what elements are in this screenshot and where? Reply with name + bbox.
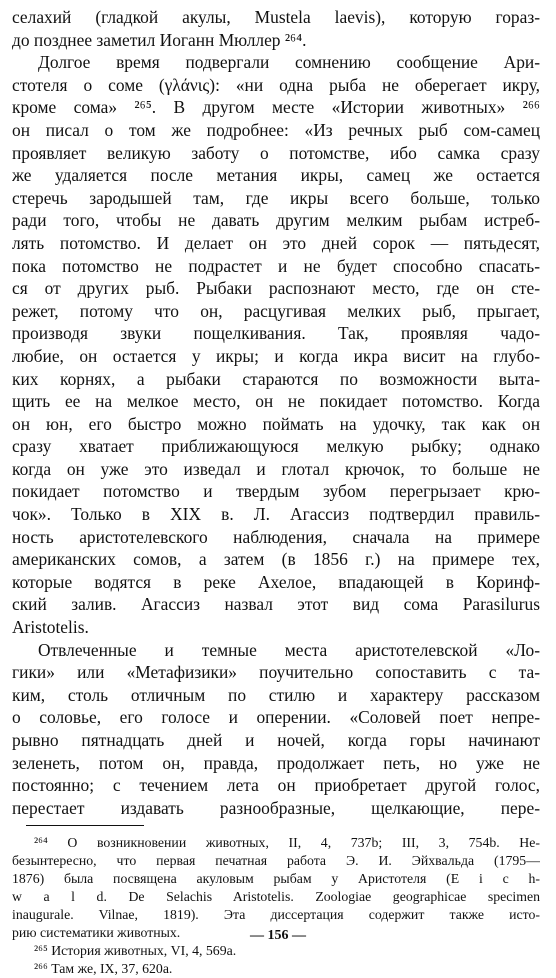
text-line: сразу хватает приближающуюся мелкую рыбку; однако [12, 436, 540, 457]
text-line: покидает потомство и твердым зубом перегрызает крю- [12, 481, 540, 502]
text-line: щить ее на мелкое место, он не покидает потомство. Когда [12, 391, 540, 412]
text-line: же удаляется после метания икры, самец же остается [12, 165, 540, 186]
text-line: рывно пятнадцать дней и ночей, когда горы начинают [12, 730, 540, 750]
footnotes [12, 834, 540, 978]
text-line: селахий (гладкой акулы, Mustela laevis), которую гораз- [12, 7, 540, 27]
paragraph-1 [12, 6, 540, 51]
text-line: чок». Только в XIX в. Л. Агассиз подтвердил правиль- [12, 504, 540, 525]
footnote-line: inaugurale. Vilnae, 1819). Эта диссертация содержит также исто- [12, 907, 540, 923]
main-text [12, 6, 540, 819]
text-line: любие, он остается у икры; и когда икра висит на глубо- [12, 345, 540, 366]
text-line: Долгое время подвергали сомнению сообщение Ари- [38, 52, 540, 73]
page-number: — 156 — [250, 928, 306, 943]
text-line: лять потомство. И делает он это дней сорок — пятьдесят, [12, 232, 540, 253]
text-line: гики» или «Метафизики» поучительно сопоставить с та- [12, 662, 540, 683]
text-line: он юн, его быстро можно поймать на удочку, так как он [12, 413, 540, 434]
paragraph-3 [12, 639, 540, 820]
text-line: Отвлеченные и темные места аристотелевской «Ло- [38, 639, 540, 660]
text-line: до позднее заметил Иоганн Мюллер ²⁶⁴. [12, 29, 307, 50]
text-line: он писал о том же подробнее: «Из речных рыб сом-самец [12, 119, 540, 140]
text-line: зеленеть, потом он, правда, продолжает петь, но уже не [12, 752, 540, 773]
text-line: ность аристотелевского наблюдения, сначала на примере [12, 526, 540, 547]
footnote-line: w a l d. De Selachis Aristotelis. Zoologiae geographicae specimen [12, 889, 540, 905]
text-line: американских сомов, а затем (в 1856 г.) на примере тех, [12, 549, 540, 570]
text-line: проявляет великую заботу о потомстве, ибо самка сразу [12, 142, 540, 163]
text-line: стотеля о соме (γλάνις): «ни одна рыба не оберегает икру, [12, 74, 540, 95]
text-line: перестает издавать разнообразные, щелкающие, пере- [12, 797, 540, 818]
text-line: стеречь зародышей там, где икры всего больше, только [12, 187, 540, 208]
footnote-line: ²⁶⁴ О возникновении животных, II, 4, 737b; III, 3, 754b. Не- [34, 835, 540, 851]
text-line: постоянно; с течением лета он приобретает другой голос, [12, 775, 540, 796]
text-line: режет, потому что он, расцугивая мелких рыб, прыгает, [12, 300, 540, 321]
paragraph-2 [12, 51, 540, 638]
text-line: которые водятся в реке Ахелое, впадающей в Коринф- [12, 571, 540, 592]
text-line: ради того, чтобы не давать другим мелким рыбам истреб- [12, 210, 540, 231]
text-line: ся от других рыб. Рыбаки распознают место, где он сте- [12, 278, 540, 299]
text-line: пока потомство не подрастет и не будет способно спасать- [12, 255, 540, 276]
text-line: производя звуки пощелкивания. Так, проявляя чадо- [12, 323, 540, 344]
footnote-line: рию систематики животных. [12, 925, 181, 941]
text-line: Aristotelis. [12, 617, 89, 638]
footnote-line: безынтересно, что первая печатная работа Э. И. Эйхвальда (1795— [12, 853, 540, 869]
footnote-separator [26, 825, 144, 826]
footnote-line: 1876) была посвящена акуловым рыбам у Аристотеля (E i c h- [12, 871, 540, 887]
text-line: когда он уже это изведал и глотал крючок, то больше не [12, 458, 540, 479]
text-line: ким, столь отличным по стилю и характеру рассказом [12, 684, 540, 705]
text-line: кроме сома» ²⁶⁵. В другом месте «Истории животных» ²⁶⁶ [12, 97, 540, 118]
footnote-line: ²⁶⁶ Там же, IX, 37, 620a. [34, 961, 173, 977]
text-line: о соловье, его голосе и оперении. «Соловей поет непре- [12, 707, 540, 728]
footnote-line: ²⁶⁵ История животных, VI, 4, 569a. [34, 943, 237, 959]
text-line: ких корнях, а рыбаки стараются по возможности выта- [12, 368, 540, 389]
text-line: ский залив. Агассиз назвал этот вид сома Parasilurus [12, 594, 540, 615]
